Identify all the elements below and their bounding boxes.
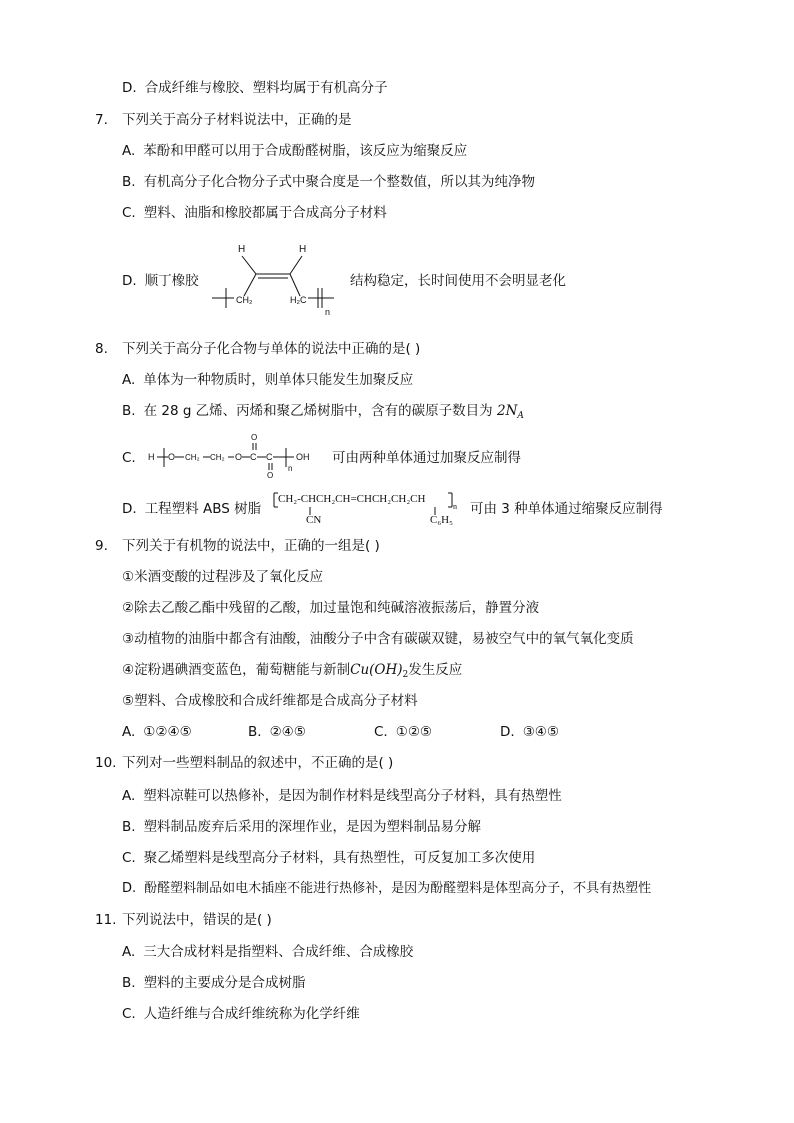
q7-stem: 下列关于高分子材料说法中，正确的是	[122, 112, 352, 128]
option-text: 塑料、油脂和橡胶都属于合成高分子材料	[143, 205, 387, 221]
option-label: C.	[122, 1006, 136, 1022]
q9-item-3: ③动植物的油脂中都含有油酸，油酸分子中含有碳碳双键，易被空气中的氧气氧化变质	[122, 631, 634, 647]
q7-option-d	[122, 272, 199, 290]
q7-number: 7.	[95, 112, 108, 128]
structure-n: n	[288, 464, 293, 473]
abs-bracket-left	[270, 492, 278, 508]
q9-stem: 下列关于有机物的说法中，正确的一组是( )	[122, 538, 380, 554]
option-label: A.	[122, 372, 136, 388]
option-text: 在 28 g 乙烯、丙烯和聚乙烯树脂中，含有的碳原子数目为	[143, 403, 493, 419]
q7-option-c	[122, 204, 387, 222]
option-label: B.	[248, 724, 262, 740]
structure-c2: C	[266, 452, 273, 462]
avogadro-math: $2N_A$	[496, 403, 524, 421]
q8-option-d-suffix: 可由 3 种单体通过缩聚反应制得	[470, 501, 663, 517]
structure-h-left: H	[238, 244, 246, 255]
option-text: 塑料的主要成分是合成树脂	[143, 975, 306, 991]
q9-choice-b	[248, 723, 306, 741]
q11-number: 11.	[95, 912, 117, 928]
q8-number: 8.	[95, 341, 108, 357]
q8-option-d	[122, 500, 261, 518]
q7-option-b	[122, 173, 535, 191]
q11-option-c	[122, 1005, 360, 1023]
option-text: ③④⑤	[522, 724, 559, 740]
option-text: 单体为一种物质时，则单体只能发生加聚反应	[143, 372, 414, 388]
q11-option-b	[122, 974, 306, 992]
option-text: ①②④⑤	[143, 724, 192, 740]
structure-h-right: H	[299, 244, 307, 255]
option-label: D.	[500, 724, 515, 740]
q7-option-a	[122, 142, 467, 160]
cu-oh-formula: $Cu(OH)_2$	[350, 662, 409, 680]
abs-formula-main: CH₂-CHCH₂CH=CHCH₂CH₂CH	[278, 493, 426, 505]
option-label: B.	[122, 819, 136, 835]
q9-choice-a	[122, 723, 192, 741]
q10-option-a	[122, 787, 562, 805]
option-text: ①②⑤	[395, 724, 433, 740]
option-text: ②④⑤	[269, 724, 306, 740]
q8-option-c-suffix: 可由两种单体通过加聚反应制得	[332, 450, 521, 466]
option-label: D.	[122, 881, 137, 896]
structure-o-bot: O	[267, 471, 274, 480]
option-label: B.	[122, 174, 136, 190]
q6-option-d	[122, 79, 388, 97]
option-label: D.	[122, 273, 137, 289]
option-label: B.	[122, 975, 136, 991]
option-prefix: 顺丁橡胶	[144, 273, 199, 289]
option-label: A.	[122, 788, 136, 804]
structure-o2: O	[235, 452, 243, 462]
q11-stem: 下列说法中，错误的是( )	[122, 912, 272, 928]
q8-option-c	[122, 449, 144, 467]
option-label: C.	[122, 205, 136, 221]
option-label: A.	[122, 724, 136, 740]
q9-item-2: ②除去乙酸乙酯中残留的乙酸，加过量饱和纯碱溶液振荡后，静置分液	[122, 600, 540, 616]
item-text-post: 发生反应	[408, 662, 463, 678]
q8-option-b	[122, 402, 524, 425]
structure-ch2a: CH₂	[185, 453, 200, 462]
structure-n: n	[325, 307, 331, 317]
structure-ch2b: CH₂	[210, 453, 225, 462]
option-text: 塑料制品废弃后采用的深埋作业，是因为塑料制品易分解	[143, 819, 482, 835]
option-label: C.	[374, 724, 388, 740]
abs-sub-c6h5: C₆H₅	[430, 514, 453, 526]
q9-item-1: ①米酒变酸的过程涉及了氧化反应	[122, 569, 324, 585]
q10-option-d	[122, 880, 651, 898]
option-text: 有机高分子化合物分子式中聚合度是一个整数值，所以其为纯净物	[143, 174, 536, 190]
q9-number: 9.	[95, 538, 108, 554]
structure-ch2-left: CH₂	[236, 295, 253, 305]
option-text: 三大合成材料是指塑料、合成纤维、合成橡胶	[143, 944, 414, 960]
q9-choice-c	[374, 723, 432, 741]
structure-oh: OH	[296, 452, 310, 462]
q9-choice-d	[500, 723, 559, 741]
structure-o1: O	[168, 452, 176, 462]
option-text: 苯酚和甲醛可以用于合成酚醛树脂，该反应为缩聚反应	[143, 143, 468, 159]
structure-h: H	[148, 452, 155, 462]
q9-item-5: ⑤塑料、合成橡胶和合成纤维都是合成高分子材料	[122, 693, 418, 709]
q10-number: 10.	[95, 755, 117, 771]
option-label: D.	[122, 80, 137, 96]
abs-n: n	[453, 502, 457, 511]
abs-resin-formula	[270, 490, 460, 530]
q10-option-b	[122, 818, 481, 836]
cis-polybutadiene-structure	[210, 240, 342, 318]
option-label: C.	[122, 850, 136, 866]
q7-option-d-suffix: 结构稳定，长时间使用不会明显老化	[350, 273, 566, 289]
option-prefix: 工程塑料 ABS 树脂	[144, 501, 262, 517]
polyester-structure	[146, 431, 324, 481]
structure-ch2-right: H₂C	[290, 295, 307, 305]
option-text: 酚醛塑料制品如电木插座不能进行热修补，是因为酚醛塑料是体型高分子，不具有热塑性	[144, 881, 652, 896]
structure-o-top: O	[251, 433, 258, 442]
option-text: 人造纤维与合成纤维统称为化学纤维	[143, 1006, 360, 1022]
item-text-pre: ④淀粉遇碘酒变蓝色，葡萄糖能与新制	[122, 662, 351, 678]
option-text: 聚乙烯塑料是线型高分子材料，具有热塑性，可反复加工多次使用	[143, 850, 536, 866]
option-text: 塑料凉鞋可以热修补，是因为制作材料是线型高分子材料，具有热塑性	[143, 788, 562, 804]
option-label: C.	[122, 450, 136, 466]
q9-item-4	[122, 661, 462, 684]
option-label: A.	[122, 143, 136, 159]
structure-c1: C	[250, 452, 257, 462]
q8-stem: 下列关于高分子化合物与单体的说法中正确的是( )	[122, 341, 421, 357]
option-label: A.	[122, 944, 136, 960]
option-label: B.	[122, 403, 136, 419]
q11-option-a	[122, 943, 413, 961]
q10-option-c	[122, 849, 535, 867]
q8-option-a	[122, 371, 413, 389]
option-text: 合成纤维与橡胶、塑料均属于有机高分子	[144, 80, 388, 96]
q10-stem: 下列对一些塑料制品的叙述中，不正确的是( )	[122, 755, 394, 771]
option-label: D.	[122, 501, 137, 517]
abs-sub-cn: CN	[306, 514, 322, 526]
